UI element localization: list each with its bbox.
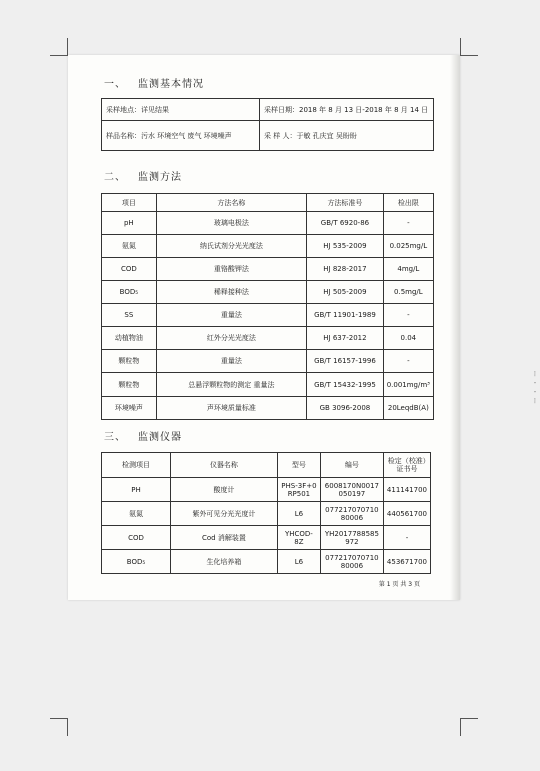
- item-cell: 颗粒物: [102, 373, 157, 397]
- instruments-table: [101, 452, 431, 574]
- serial-cell: 07721707071080006: [320, 502, 383, 526]
- limit-cell: 20LeqdB(A): [383, 397, 433, 420]
- item-cell: PH: [102, 478, 171, 502]
- header-cell: 方法标准号: [307, 194, 384, 212]
- model-cell: PHS-3F+0RP501: [277, 478, 320, 502]
- header-cell: 检测项目: [102, 453, 171, 478]
- instrument-cell: 紫外可见分光光度计: [170, 502, 277, 526]
- limit-cell: -: [383, 212, 433, 235]
- item-cell: SS: [102, 304, 157, 327]
- crop-mark-tr-h: [460, 55, 478, 56]
- instrument-cell: 生化培养箱: [170, 550, 277, 574]
- sampler-label: 采 样 人：: [264, 131, 297, 140]
- cert-cell: 440561700: [383, 502, 430, 526]
- serial-cell: 6008170N0017050197: [320, 478, 383, 502]
- model-cell: YHCOD-8Z: [277, 526, 320, 550]
- section-title: 监测方法: [138, 172, 182, 183]
- date-cell: [260, 99, 434, 121]
- crop-mark-br-h: [460, 718, 478, 719]
- table-row: [102, 304, 434, 327]
- basic-info-table: [101, 98, 434, 151]
- method-cell: 稀释接种法: [156, 281, 307, 304]
- standard-cell: HJ 828-2017: [307, 258, 384, 281]
- section-number: 三、: [104, 432, 126, 443]
- method-cell: 总悬浮颗粒物的测定 重量法: [156, 373, 307, 397]
- item-cell: 氨氮: [102, 235, 157, 258]
- table-row: [102, 212, 434, 235]
- item-cell: pH: [102, 212, 157, 235]
- table-row: [102, 235, 434, 258]
- standard-cell: HJ 505-2009: [307, 281, 384, 304]
- document-page: [68, 55, 460, 600]
- method-cell: 红外分光光度法: [156, 327, 307, 350]
- method-cell: 玻璃电极法: [156, 212, 307, 235]
- table-row: [102, 327, 434, 350]
- limit-cell: 4mg/L: [383, 258, 433, 281]
- standard-cell: HJ 637-2012: [307, 327, 384, 350]
- header-cell: 检定（校准）证书号: [383, 453, 430, 478]
- table-row: [102, 373, 434, 397]
- sample-cell: [102, 121, 260, 151]
- section-2-heading: [104, 168, 182, 183]
- standard-cell: GB/T 6920-86: [307, 212, 384, 235]
- item-cell: 颗粒物: [102, 350, 157, 373]
- table-row: [102, 350, 434, 373]
- header-cell: 方法名称: [156, 194, 307, 212]
- cert-cell: 453671700: [383, 550, 430, 574]
- item-cell: COD: [102, 526, 171, 550]
- header-cell: 编号: [320, 453, 383, 478]
- header-cell: 检出限: [383, 194, 433, 212]
- sampler-cell: [260, 121, 434, 151]
- item-cell: BOD₅: [102, 550, 171, 574]
- method-cell: 声环境质量标准: [156, 397, 307, 420]
- limit-cell: -: [383, 350, 433, 373]
- instrument-cell: Cod 消解装置: [170, 526, 277, 550]
- method-cell: 重量法: [156, 304, 307, 327]
- item-cell: COD: [102, 258, 157, 281]
- date-label: 采样日期：: [264, 105, 299, 114]
- crop-mark-bl-h: [50, 718, 68, 719]
- crop-mark-br-v: [460, 718, 461, 736]
- limit-cell: 0.001mg/m³: [383, 373, 433, 397]
- sample-value: 污水 环境空气 废气 环境噪声: [141, 131, 232, 140]
- item-cell: 动植物油: [102, 327, 157, 350]
- limit-cell: 0.04: [383, 327, 433, 350]
- limit-cell: 0.5mg/L: [383, 281, 433, 304]
- standard-cell: GB 3096-2008: [307, 397, 384, 420]
- page-number: 第 1 页 共 3 页: [378, 581, 420, 588]
- limit-cell: -: [383, 304, 433, 327]
- crop-mark-bl-v: [67, 718, 68, 736]
- crop-mark-tl-h: [50, 55, 68, 56]
- serial-cell: YH2017788585972: [320, 526, 383, 550]
- model-cell: L6: [277, 550, 320, 574]
- section-title: 监测基本情况: [138, 79, 204, 90]
- section-3-heading: [104, 428, 182, 443]
- crop-mark-tr-v: [460, 38, 461, 56]
- header-cell: 型号: [277, 453, 320, 478]
- section-number: 一、: [104, 79, 126, 90]
- section-1-heading: [104, 75, 204, 90]
- methods-table: [101, 193, 434, 420]
- method-cell: 纳氏试剂分光光度法: [156, 235, 307, 258]
- page-shadow: [450, 55, 460, 600]
- limit-cell: 0.025mg/L: [383, 235, 433, 258]
- location-cell: [102, 99, 260, 121]
- sampler-value: 于敏 孔庆宜 吴盼盼: [296, 131, 357, 140]
- standard-cell: GB/T 16157-1996: [307, 350, 384, 373]
- table-row: [102, 550, 431, 574]
- section-number: 二、: [104, 172, 126, 183]
- cert-cell: 411141700: [383, 478, 430, 502]
- table-row: [102, 502, 431, 526]
- model-cell: L6: [277, 502, 320, 526]
- standard-cell: HJ 535-2009: [307, 235, 384, 258]
- item-cell: 环境噪声: [102, 397, 157, 420]
- cert-cell: -: [383, 526, 430, 550]
- edge-stamp-mark: ー・・ー: [531, 370, 539, 406]
- location-value: 详见结果: [141, 105, 169, 114]
- method-cell: 重量法: [156, 350, 307, 373]
- item-cell: 氨氮: [102, 502, 171, 526]
- table-row: [102, 281, 434, 304]
- serial-cell: 07721707071080006: [320, 550, 383, 574]
- standard-cell: GB/T 11901-1989: [307, 304, 384, 327]
- item-cell: BOD₅: [102, 281, 157, 304]
- section-title: 监测仪器: [138, 432, 182, 443]
- crop-mark-tl-v: [67, 38, 68, 56]
- table-row: [102, 397, 434, 420]
- instrument-cell: 酸度计: [170, 478, 277, 502]
- header-cell: 项目: [102, 194, 157, 212]
- sample-label: 样品名称：: [106, 131, 141, 140]
- table-row: [102, 526, 431, 550]
- table-row: [102, 258, 434, 281]
- method-cell: 重铬酸钾法: [156, 258, 307, 281]
- table-row: [102, 478, 431, 502]
- header-cell: 仪器名称: [170, 453, 277, 478]
- location-label: 采样地点：: [106, 105, 141, 114]
- date-value: 2018 年 8 月 13 日-2018 年 8 月 14 日: [299, 105, 429, 114]
- standard-cell: GB/T 15432-1995: [307, 373, 384, 397]
